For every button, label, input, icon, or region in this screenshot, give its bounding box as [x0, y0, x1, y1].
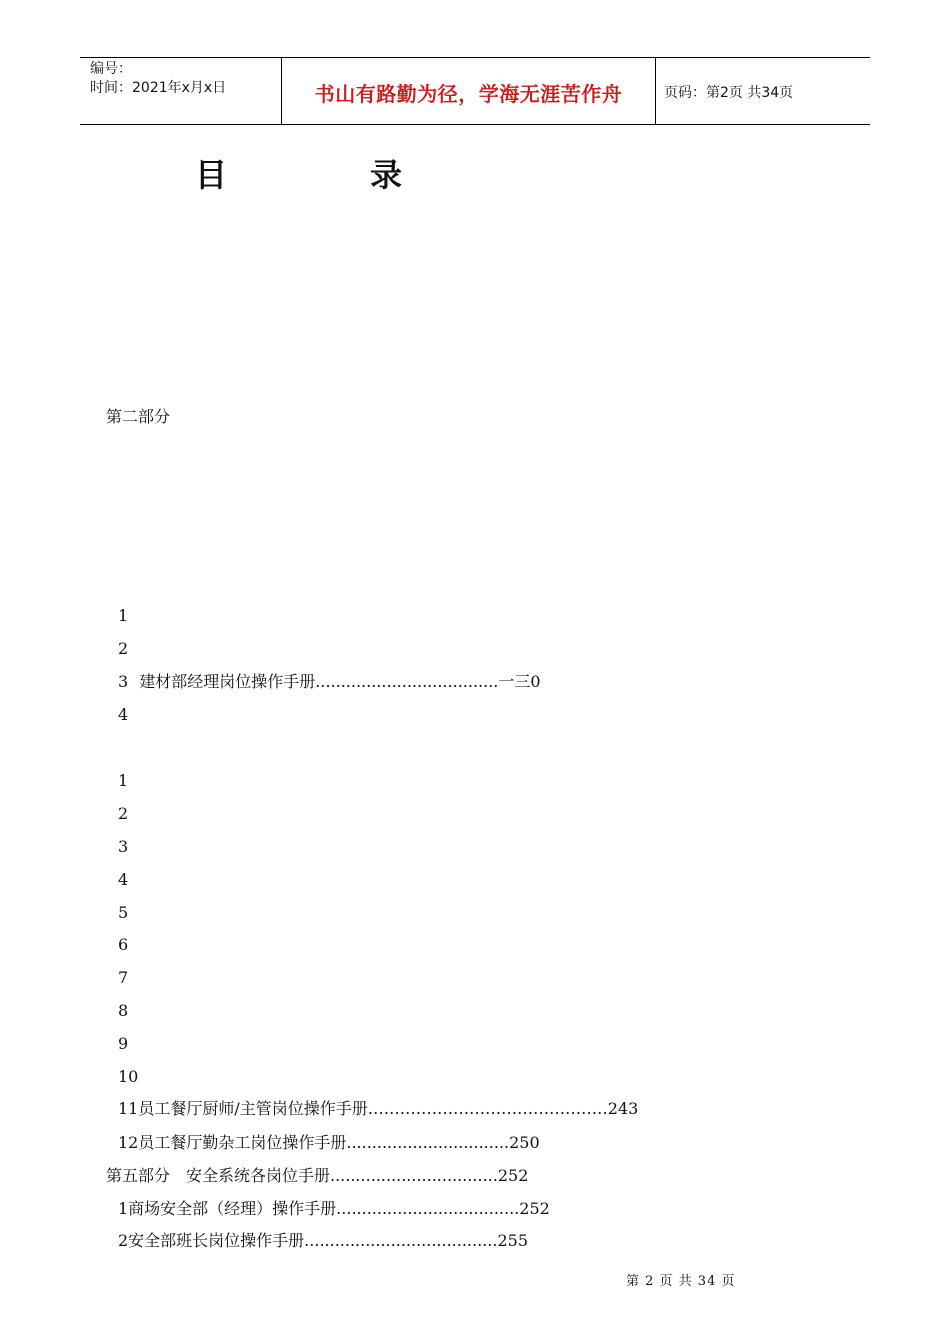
toc-number: 4 [118, 870, 129, 889]
toc-part-two: 第二部分 [106, 407, 171, 426]
toc-entry-text: 11员工餐厅厨师/主管岗位操作手册……………………………………… [118, 1099, 608, 1118]
toc-line-a3[interactable] [118, 672, 541, 692]
toc-number: 2 [118, 639, 129, 658]
toc-line-b5 [118, 903, 128, 923]
toc-line-a4 [118, 705, 128, 725]
time-label: 时间：2021年x月x日 [90, 80, 227, 96]
header-bottom-rule [80, 124, 870, 125]
toc-number: 6 [118, 935, 129, 954]
toc-number: 10 [118, 1067, 139, 1086]
toc-entry-text: 建材部经理岗位操作手册.................................... [139, 672, 499, 691]
toc-line-b6 [118, 935, 128, 955]
toc-entry-staff-canteen-helper[interactable] [118, 1133, 540, 1153]
toc-entry-page: 252 [519, 1199, 550, 1218]
toc-line-b10 [118, 1067, 138, 1087]
toc-line-b7 [118, 968, 128, 988]
toc-number: 8 [118, 1001, 129, 1020]
toc-line-b3 [118, 837, 128, 857]
toc-entry-text: 2安全部班长岗位操作手册...................................... [118, 1231, 498, 1250]
toc-line-b9 [118, 1034, 128, 1054]
toc-entry-page: 243 [607, 1099, 639, 1118]
toc-number: 9 [118, 1034, 129, 1053]
header-divider-right [655, 57, 656, 125]
toc-line-b2 [118, 804, 128, 824]
toc-entry-part-five[interactable] [106, 1166, 528, 1186]
page-footer: 第 2 页 共 34 页 [626, 1274, 736, 1289]
toc-line-a1 [118, 606, 128, 626]
toc-title-right: 录 [370, 156, 403, 194]
header-meta [90, 60, 226, 98]
header-top-rule [80, 57, 870, 58]
toc-entry-staff-canteen-chef[interactable] [118, 1099, 638, 1119]
toc-title-left: 目 [195, 156, 228, 194]
serial-number-label: 编号： [90, 61, 132, 77]
toc-number: 2 [118, 804, 129, 823]
toc-entry-page: 250 [509, 1133, 540, 1152]
toc-number: 5 [118, 903, 129, 922]
toc-entry-page: 252 [497, 1166, 529, 1185]
toc-entry-text: 1商场安全部（经理）操作手册.................................... [118, 1199, 520, 1218]
toc-entry-security-team-leader[interactable] [118, 1231, 528, 1251]
toc-entry-page: 255 [497, 1231, 528, 1250]
toc-number: 3 [118, 837, 129, 856]
toc-entry-security-manager[interactable] [118, 1199, 550, 1219]
toc-entry-text: 12员工餐厅勤杂工岗位操作手册................................ [118, 1133, 510, 1152]
toc-number: 1 [118, 606, 129, 625]
toc-number: 3 [118, 672, 129, 691]
toc-entry-text: 第五部分 安全系统各岗位手册................................. [106, 1166, 498, 1185]
toc-number: 1 [118, 771, 129, 790]
header-page-info: 页码：第2页 共34页 [664, 85, 794, 101]
toc-number: 7 [118, 968, 129, 987]
toc-line-b4 [118, 870, 128, 890]
toc-line-a2 [118, 639, 128, 659]
toc-number: 4 [118, 705, 129, 724]
toc-line-b8 [118, 1001, 128, 1021]
toc-line-b1 [118, 771, 128, 791]
header-motto: 书山有路勤为径，学海无涯苦作舟 [314, 82, 623, 106]
toc-entry-page: 一三0 [498, 672, 541, 691]
